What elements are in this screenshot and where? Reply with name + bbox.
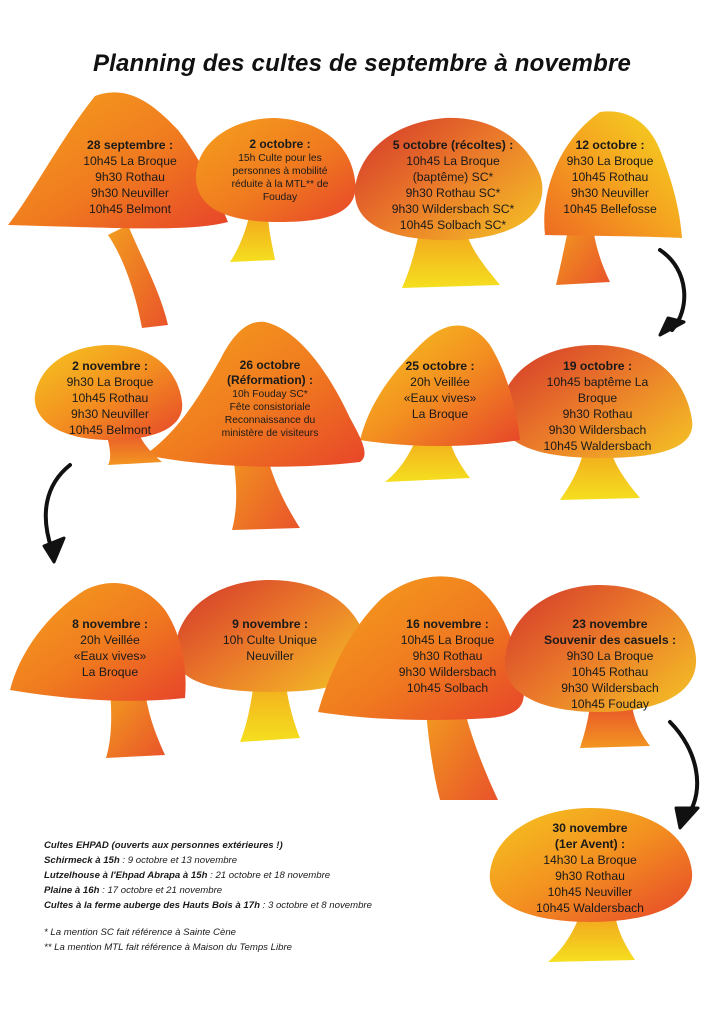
card-19-octobre: 19 octobre : 10h45 baptême La Broque 9h30 Rothau 9h30 Wildersbach 10h45 Waldersbach (543, 359, 652, 453)
card-25-octobre: 25 octobre : 20h Veillée «Eaux vives» La Broque (403, 359, 477, 421)
ehpad-title: Cultes EHPAD (ouverts aux personnes extérieures !) (44, 840, 283, 851)
card-23-novembre: 23 novembre Souvenir des casuels : 9h30 La Broque 10h45 Rothau 9h30 Wildersbach 10h45 Fouday (543, 617, 677, 711)
footnote-sc: * La mention SC fait référence à Sainte Cène (44, 927, 236, 938)
ehpad-item-lutzelhouse: Lutzelhouse à l'Ehpad Abrapa à 15h : 21 octobre et 18 novembre (44, 870, 331, 881)
card-5-octobre: 5 octobre (récoltes) : 10h45 La Broque (baptême) SC* 9h30 Rothau SC* 9h30 Wildersbach SC* 10h45 Solbach SC* (391, 138, 515, 232)
arrow-row2-to-row3 (44, 465, 70, 562)
ehpad-item-schirmeck: Schirmeck à 15h : 9 octobre et 13 novembre (44, 855, 238, 866)
page-title: Planning des cultes de septembre à novembre (92, 50, 632, 77)
ehpad-item-plaine: Plaine à 16h : 17 octobre et 21 novembre (44, 885, 223, 896)
ehpad-item-hauts-bois: Cultes à la ferme auberge des Hauts Bois à 17h : 3 octobre et 8 novembre (44, 900, 372, 911)
card-28-septembre: 28 septembre : 10h45 La Broque 9h30 Rothau 9h30 Neuviller 10h45 Belmont (83, 138, 177, 216)
card-8-novembre: 8 novembre : 20h Veillée «Eaux vives» La Broque (72, 617, 148, 679)
card-9-novembre: 9 novembre : 10h Culte Unique Neuviller (222, 617, 318, 663)
card-2-octobre: 2 octobre : 15h Culte pour les personnes à mobilité réduite à la MTL** de Fouday (231, 137, 329, 203)
card-30-novembre: 30 novembre (1er Avent) : 14h30 La Broque 9h30 Rothau 10h45 Neuviller 10h45 Waldersbach (536, 821, 644, 915)
card-2-novembre: 2 novembre : 9h30 La Broque 10h45 Rothau 9h30 Neuviller 10h45 Belmont (66, 359, 154, 437)
ehpad-notes (44, 838, 374, 955)
arrow-row3-to-row4 (670, 722, 698, 828)
card-16-novembre: 16 novembre : 10h45 La Broque 9h30 Rothau 9h30 Wildersbach 10h45 Solbach (398, 617, 497, 695)
card-26-octobre: 26 octobre (Réformation) : 10h Fouday SC* Fête consistoriale Reconnaissance du ministère de visiteurs (221, 358, 319, 439)
footnote-mtl: ** La mention MTL fait référence à Maison du Temps Libre (44, 942, 292, 953)
arrow-row1-to-row2 (660, 250, 684, 335)
card-12-octobre: 12 octobre : 9h30 La Broque 10h45 Rothau 9h30 Neuviller 10h45 Bellefosse (563, 138, 657, 216)
